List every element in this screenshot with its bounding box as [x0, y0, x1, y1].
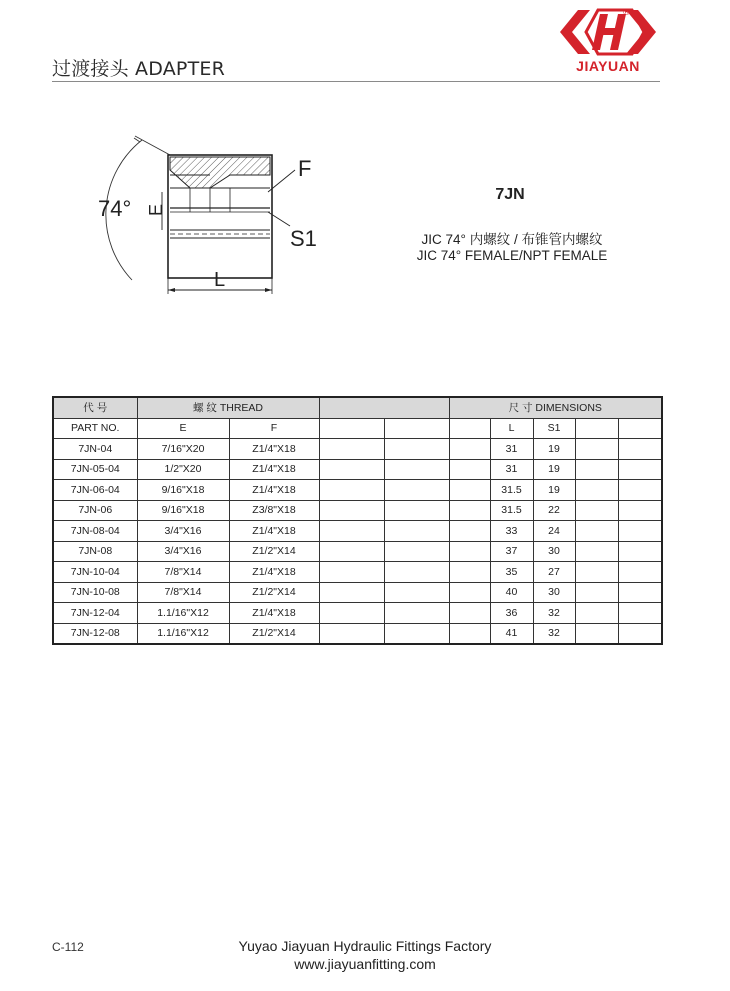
blank-cell — [319, 541, 384, 562]
dimension-s1-cell: 32 — [533, 603, 575, 624]
blank-cell — [575, 603, 618, 624]
dimension-l-cell: 41 — [490, 623, 533, 644]
part-number-cell: 7JN-05-04 — [53, 459, 137, 480]
thread-e-cell: 7/8"X14 — [137, 582, 229, 603]
col-part: PART NO. — [53, 418, 137, 439]
brand-name: JIAYUAN — [576, 58, 640, 74]
blank-cell — [618, 603, 662, 624]
blank-cell — [449, 562, 490, 583]
table-row — [53, 480, 662, 501]
blank-cell — [575, 541, 618, 562]
header-blank — [319, 397, 449, 418]
page-title: 过渡接头 ADAPTER — [52, 58, 226, 80]
blank-cell — [618, 521, 662, 542]
part-number-cell: 7JN-12-04 — [53, 603, 137, 624]
table-row — [53, 521, 662, 542]
table-row — [53, 500, 662, 521]
dimension-l-cell: 31.5 — [490, 500, 533, 521]
dimension-e-label: E — [146, 203, 166, 216]
blank-cell — [384, 500, 449, 521]
blank-cell — [575, 623, 618, 644]
blank-cell — [449, 582, 490, 603]
part-number-cell: 7JN-10-04 — [53, 562, 137, 583]
table-header-row — [53, 397, 662, 418]
blank-cell — [384, 603, 449, 624]
thread-f-cell: Z1/2"X14 — [229, 541, 319, 562]
table-row — [53, 541, 662, 562]
header-divider — [52, 81, 660, 82]
blank-cell — [319, 459, 384, 480]
header-dimensions: 尺 寸 DIMENSIONS — [449, 397, 662, 418]
blank-cell — [384, 562, 449, 583]
thread-f-cell: Z1/4"X18 — [229, 521, 319, 542]
thread-e-cell: 7/16"X20 — [137, 439, 229, 460]
dimension-s1-cell: 19 — [533, 439, 575, 460]
dimension-l-cell: 37 — [490, 541, 533, 562]
dimension-s1-cell: 24 — [533, 521, 575, 542]
blank-cell — [319, 623, 384, 644]
blank-cell — [618, 459, 662, 480]
dimension-s1-cell: 19 — [533, 480, 575, 501]
blank-cell — [319, 500, 384, 521]
blank-cell — [618, 582, 662, 603]
table-subheader-row — [53, 418, 662, 439]
thread-e-cell: 7/8"X14 — [137, 562, 229, 583]
angle-label: 74° — [98, 196, 132, 221]
dimension-s1-cell: 30 — [533, 541, 575, 562]
part-number-cell: 7JN-06-04 — [53, 480, 137, 501]
thread-e-cell: 1.1/16"X12 — [137, 603, 229, 624]
blank-cell — [319, 480, 384, 501]
dimension-l-label: L — [214, 269, 226, 291]
thread-f-cell: Z1/4"X18 — [229, 603, 319, 624]
blank-cell — [449, 521, 490, 542]
table-row — [53, 439, 662, 460]
product-description-en: JIC 74° FEMALE/NPT FEMALE — [416, 248, 608, 263]
table-row — [53, 623, 662, 644]
part-number-cell: 7JN-04 — [53, 439, 137, 460]
blank-cell — [575, 582, 618, 603]
blank-cell — [618, 439, 662, 460]
blank-cell — [384, 439, 449, 460]
blank-cell — [384, 480, 449, 501]
blank-cell — [618, 500, 662, 521]
blank-cell — [575, 459, 618, 480]
dimension-l-cell: 36 — [490, 603, 533, 624]
blank-cell — [384, 459, 449, 480]
dimension-l-cell: 31.5 — [490, 480, 533, 501]
part-number-cell: 7JN-08 — [53, 541, 137, 562]
blank-cell — [319, 562, 384, 583]
dimension-l-cell: 31 — [490, 459, 533, 480]
product-description-cn: JIC 74° 内螺纹 / 布锥管内螺纹 — [421, 232, 603, 247]
table-row — [53, 582, 662, 603]
spec-table — [52, 396, 663, 645]
blank-cell — [384, 582, 449, 603]
brand-logo — [556, 6, 660, 76]
table-row — [53, 459, 662, 480]
dimension-s1-cell: 22 — [533, 500, 575, 521]
blank-cell — [618, 562, 662, 583]
blank-cell — [449, 603, 490, 624]
dimension-l-cell: 35 — [490, 562, 533, 583]
part-number-cell: 7JN-06 — [53, 500, 137, 521]
blank-cell — [319, 582, 384, 603]
dimension-s1-cell: 19 — [533, 459, 575, 480]
thread-e-cell: 9/16"X18 — [137, 500, 229, 521]
col-s1: S1 — [533, 418, 575, 439]
thread-e-cell: 9/16"X18 — [137, 480, 229, 501]
dimension-s1-cell: 27 — [533, 562, 575, 583]
blank-cell — [575, 500, 618, 521]
thread-f-cell: Z1/4"X18 — [229, 480, 319, 501]
company-name: Yuyao Jiayuan Hydraulic Fittings Factory — [238, 938, 492, 954]
company-website[interactable]: www.jiayuanfitting.com — [294, 956, 436, 972]
blank-cell — [384, 541, 449, 562]
table-row — [53, 562, 662, 583]
dimension-s1-label: S1 — [290, 226, 317, 251]
registered-mark: ® — [622, 8, 631, 18]
thread-f-cell: Z1/4"X18 — [229, 459, 319, 480]
thread-f-cell: Z1/2"X14 — [229, 623, 319, 644]
blank-cell — [618, 541, 662, 562]
part-number-cell: 7JN-12-08 — [53, 623, 137, 644]
dimension-l-cell: 33 — [490, 521, 533, 542]
product-code: 7JN — [495, 186, 525, 203]
blank-cell — [319, 603, 384, 624]
fitting-drawing — [90, 130, 317, 300]
blank-cell — [575, 521, 618, 542]
blank-cell — [618, 480, 662, 501]
blank-cell — [384, 623, 449, 644]
page-number: C-112 — [52, 940, 84, 954]
logo-mark — [556, 6, 660, 58]
thread-e-cell: 1.1/16"X12 — [137, 623, 229, 644]
blank-cell — [575, 439, 618, 460]
blank-cell — [449, 541, 490, 562]
col-e: E — [137, 418, 229, 439]
col-l: L — [490, 418, 533, 439]
col-f: F — [229, 418, 319, 439]
blank-cell — [384, 521, 449, 542]
header-thread: 螺 纹 THREAD — [137, 397, 319, 418]
blank-cell — [449, 459, 490, 480]
dimension-f-label: F — [298, 156, 312, 181]
thread-f-cell: Z1/4"X18 — [229, 439, 319, 460]
part-number-cell: 7JN-10-08 — [53, 582, 137, 603]
blank-cell — [575, 562, 618, 583]
blank-cell — [449, 623, 490, 644]
header-part-cn: 代 号 — [53, 397, 137, 418]
dimension-l-cell: 40 — [490, 582, 533, 603]
thread-e-cell: 1/2"X20 — [137, 459, 229, 480]
thread-f-cell: Z3/8"X18 — [229, 500, 319, 521]
dimension-s1-cell: 30 — [533, 582, 575, 603]
thread-f-cell: Z1/2"X14 — [229, 582, 319, 603]
dimension-l-cell: 31 — [490, 439, 533, 460]
thread-f-cell: Z1/4"X18 — [229, 562, 319, 583]
blank-cell — [449, 480, 490, 501]
blank-cell — [575, 480, 618, 501]
part-number-cell: 7JN-08-04 — [53, 521, 137, 542]
blank-cell — [319, 439, 384, 460]
thread-e-cell: 3/4"X16 — [137, 521, 229, 542]
blank-cell — [618, 623, 662, 644]
dimension-s1-cell: 32 — [533, 623, 575, 644]
table-row — [53, 603, 662, 624]
thread-e-cell: 3/4"X16 — [137, 541, 229, 562]
blank-cell — [449, 500, 490, 521]
blank-cell — [449, 439, 490, 460]
blank-cell — [319, 521, 384, 542]
